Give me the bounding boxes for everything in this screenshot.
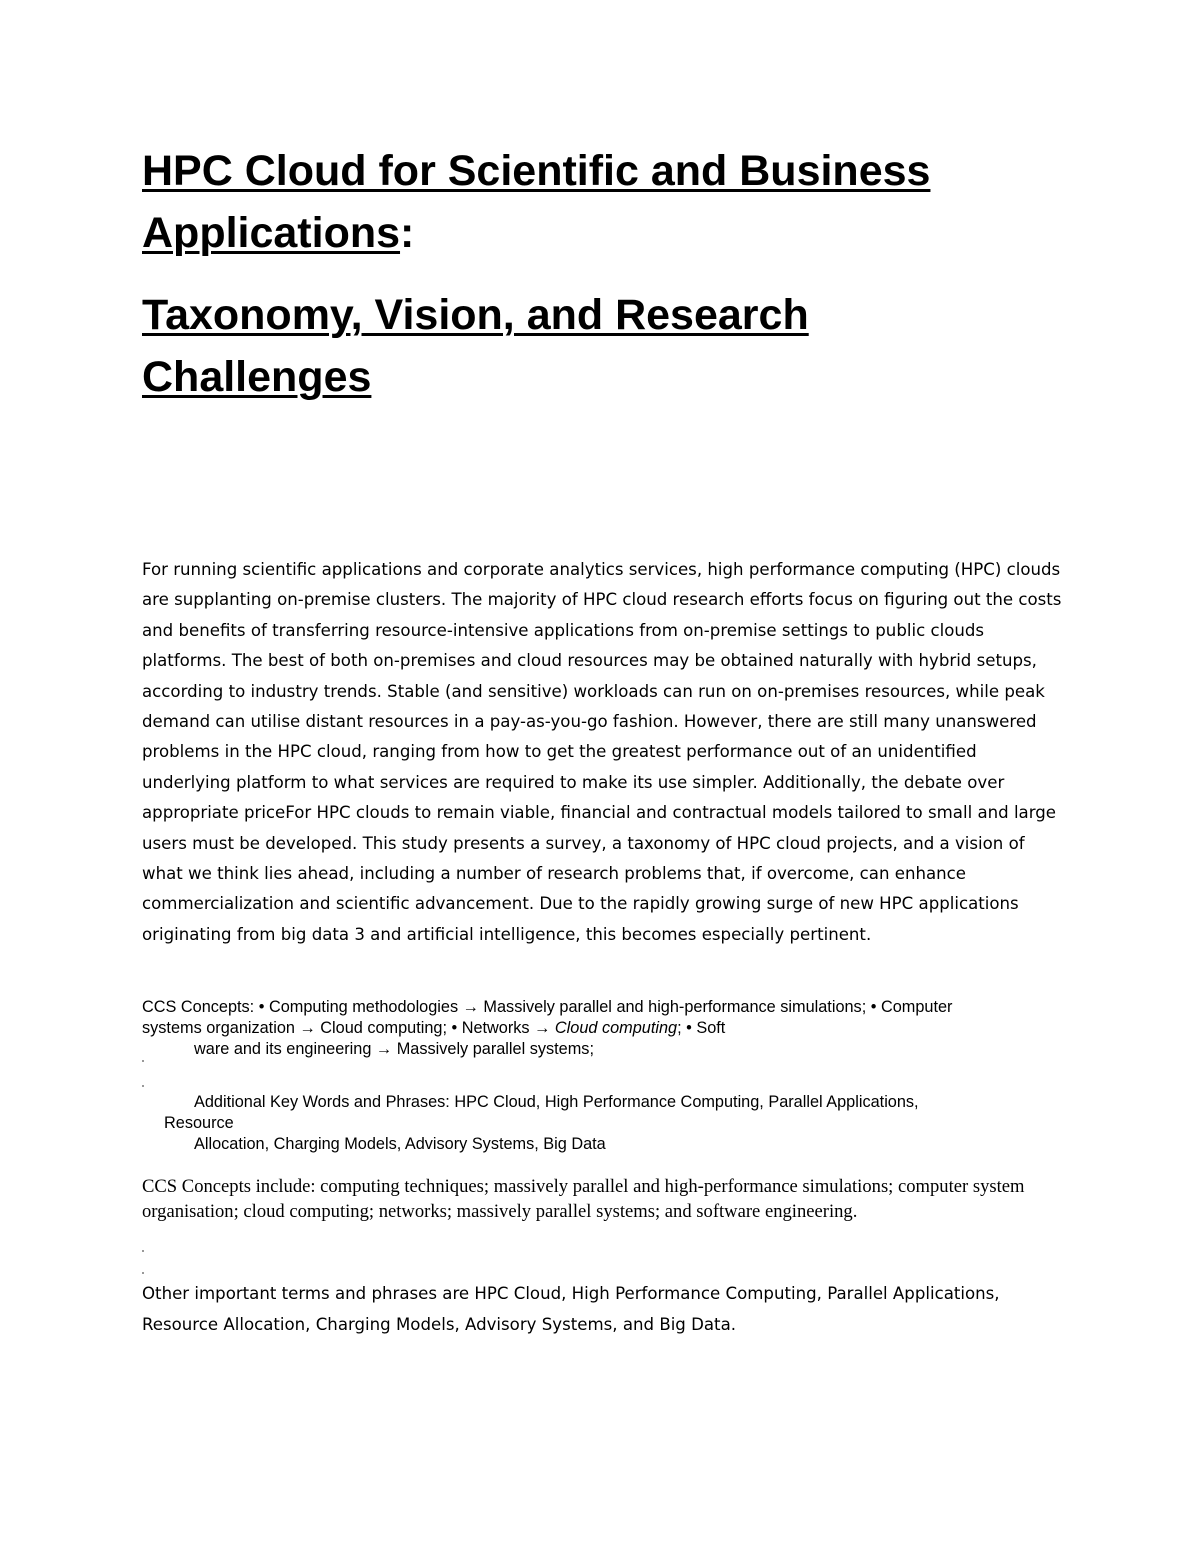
other-terms-paragraph: Other important terms and phrases are HPC Cloud, High Performance Computing, Parallel Applications, Resource Allocation, Charging Models, Advisory Systems, and Big Data. — [142, 1284, 1000, 1334]
document-title — [142, 140, 1102, 264]
ccs-part-1: CCS Concepts: • Computing methodologies → Massively parallel and high-performance simulations; • Computer systems organization → Cloud computing; • Networks → — [142, 998, 953, 1037]
stray-mark — [142, 1250, 144, 1252]
keywords-line-1: Additional Key Words and Phrases: HPC Cloud, High Performance Computing, Parallel Applications, — [194, 1093, 919, 1111]
subtitle-line-1: Taxonomy, Vision, and Research — [142, 291, 809, 339]
stray-mark — [142, 1060, 144, 1062]
ccs-concepts — [142, 997, 982, 1060]
subtitle-line-2: Challenges — [142, 353, 372, 401]
keywords-line-3: Allocation, Charging Models, Advisory Systems, Big Data — [194, 1135, 606, 1153]
title-colon: : — [400, 209, 415, 257]
abstract-paragraph: For running scientific applications and corporate analytics services, high performance computing (HPC) clouds are supplanting on-premise clusters. The majority of HPC cloud research efforts focus on figuring out the costs and benefits of transferring resource-intensive applications from on-premise settings to public clouds platforms. The best of both on-premises and cloud resources may be obtained naturally with hybrid setups, according to industry trends. Stable (and sensitive) workloads can run on on-premises resources, while peak demand can utilise distant resources in a pay-as-you-go fashion. However, there are still many unanswered problems in the HPC cloud, ranging from how to get the greatest performance out of an unidentified underlying platform to what services are required to make its use simpler. Additionally, the debate over appropriate priceFor HPC clouds to remain viable, financial and contractual models tailored to small and large users must be developed. This study presents a survey, a taxonomy of HPC cloud projects, and a vision of what we think lies ahead, including a number of research problems that, if overcome, can enhance commercialization and scientific advancement. Due to the rapidly growing surge of new HPC applications originating from big data 3 and artificial intelligence, this becomes especially pertinent. — [142, 560, 1062, 944]
stray-mark — [142, 1085, 144, 1087]
document-subtitle — [142, 284, 1102, 408]
title-line-1: HPC Cloud for Scientific and Business — [142, 147, 931, 195]
ccs-line-3: ware and its engineering → Massively parallel systems; — [194, 1040, 594, 1058]
ccs-paraphrase-paragraph: CCS Concepts include: computing techniques; massively parallel and high-performance simulations; computer system organisation; cloud computing; networks; massively parallel systems; and software engineering. — [142, 1176, 1025, 1222]
keywords-line-2: Resource — [164, 1114, 234, 1132]
ccs-part-2: ; • Soft — [677, 1019, 726, 1037]
additional-keywords — [142, 1092, 1042, 1155]
ccs-italic: Cloud computing — [554, 1019, 678, 1037]
stray-mark — [142, 1272, 144, 1274]
title-line-2: Applications — [142, 209, 401, 257]
